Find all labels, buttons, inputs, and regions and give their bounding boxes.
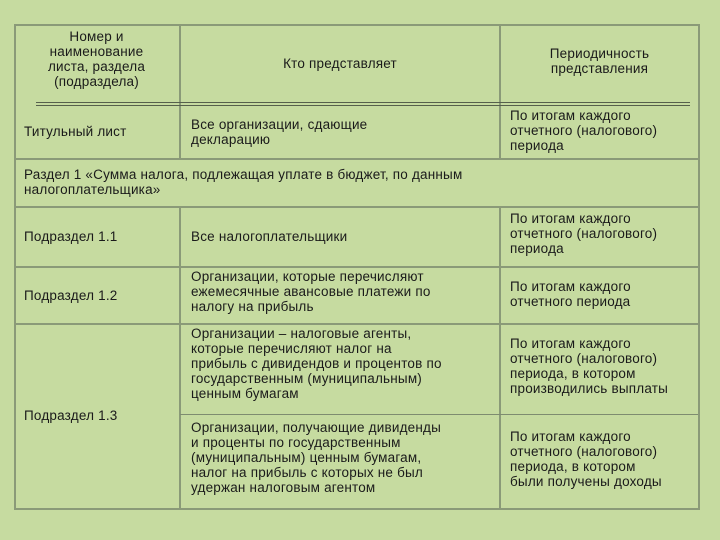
- section-1-title: Раздел 1 «Сумма налога, подлежащая уплате в бюджет, по данным налогоплательщика»: [24, 167, 463, 197]
- subsection-1-2-period: По итогам каждого отчетного периода: [510, 279, 631, 309]
- subsection-1-2-name: Подраздел 1.2: [24, 288, 118, 303]
- subsection-1-1-name: Подраздел 1.1: [24, 229, 118, 244]
- subsection-1-1-submitter: Все налогоплательщики: [191, 229, 348, 244]
- title-sheet-period: По итогам каждого отчетного (налогового) периода: [510, 108, 658, 153]
- column-divider-2: [499, 24, 501, 158]
- tax-declaration-table: [14, 24, 700, 510]
- row-divider: [14, 323, 700, 325]
- subsection-1-3-period-agents: По итогам каждого отчетного (налогового) периода, в котором производились выплаты: [510, 336, 669, 396]
- subsection-1-3-period-recipients: По итогам каждого отчетного (налогового) периода, в котором были получены доходы: [510, 429, 662, 489]
- header-periodicity: Периодичность представления: [549, 46, 650, 76]
- subsection-1-3-submitter-recipients: Организации, получающие дивиденды и проценты по государственным (муниципальным) ценным бумагам, налог на прибыль с которых не был удержан налоговым агентом: [191, 420, 442, 495]
- subsection-1-1-period: По итогам каждого отчетного (налогового) периода: [510, 211, 658, 256]
- header-double-rule: [36, 105, 690, 106]
- header-sheet-number: Номер и наименование листа, раздела (подраздела): [47, 29, 146, 89]
- row-divider: [14, 158, 700, 160]
- header-submitter: Кто представляет: [283, 56, 397, 71]
- row-divider: [180, 414, 698, 415]
- table-border-top: [14, 24, 700, 26]
- subsection-1-2-submitter: Организации, которые перечисляют ежемесячные авансовые платежи по налогу на прибыль: [191, 269, 431, 314]
- column-divider-1: [179, 206, 181, 508]
- title-sheet-submitter: Все организации, сдающие декларацию: [191, 117, 368, 147]
- row-divider: [14, 266, 700, 268]
- title-sheet-name: Титульный лист: [24, 124, 127, 139]
- column-divider-1: [179, 24, 181, 158]
- subsection-1-3-name: Подраздел 1.3: [24, 408, 118, 423]
- header-double-rule: [36, 102, 690, 103]
- row-divider: [14, 206, 700, 208]
- column-divider-2: [499, 206, 501, 508]
- subsection-1-3-submitter-agents: Организации – налоговые агенты, которые перечисляют налог на прибыль с дивидендов и процентов по государственным (муниципальным) ценным бумагам: [191, 326, 442, 401]
- table-border-bottom: [14, 508, 700, 510]
